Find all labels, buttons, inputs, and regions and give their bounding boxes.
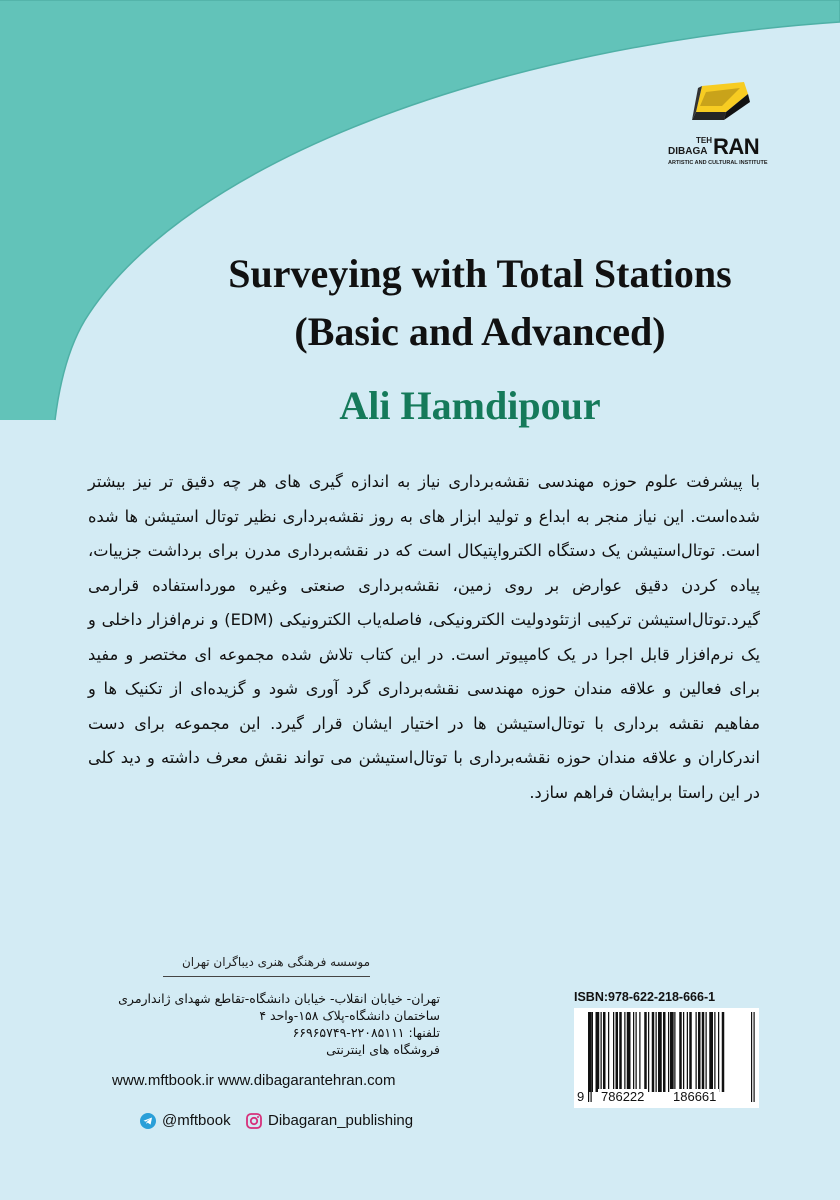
instagram-icon: [246, 1113, 262, 1129]
website-links[interactable]: www.mftbook.ir www.dibagarantehran.com: [112, 1072, 396, 1089]
logo-text-ran: RAN: [713, 134, 760, 159]
telegram-icon: [140, 1113, 156, 1129]
address-line-1: تهران- خیابان انقلاب- خیابان دانشگاه-تقاطع شهدای ژاندارمری: [118, 991, 440, 1006]
logo-shape-icon: [688, 72, 754, 128]
telegram-handle[interactable]: [140, 1112, 231, 1129]
book-title-line2: (Basic and Advanced): [294, 309, 666, 354]
publisher-name: موسسه فرهنگی هنری دیباگران تهران: [181, 955, 370, 969]
barcode-group-2: 186661: [670, 1089, 719, 1104]
author-name: Ali Hamdipour: [339, 383, 601, 428]
book-title-line1: Surveying with Total Stations: [228, 251, 732, 296]
publisher-divider: [163, 976, 370, 977]
barcode-digits: [574, 1087, 759, 1105]
instagram-handle[interactable]: [246, 1112, 413, 1129]
online-stores-label: فروشگاه های اینترنتی: [326, 1042, 440, 1057]
telegram-handle-text: @mftbook: [162, 1112, 231, 1129]
phone-numbers: تلفنها: ۲۲۰۸۵۱۱۱-۶۶۹۶۵۷۴۹: [292, 1025, 440, 1040]
address-line-2: ساختمان دانشگاه-پلاک ۱۵۸-واحد ۴: [259, 1008, 440, 1023]
logo-text-dibaga: DIBAGA: [668, 146, 708, 157]
barcode-lead-digit: 9: [577, 1089, 585, 1104]
barcode-group-1: 786222: [598, 1089, 647, 1104]
logo-subtitle: ARTISTIC AND CULTURAL INSTITUTE: [668, 160, 768, 166]
isbn-label: ISBN:978-622-218-666-1: [574, 990, 716, 1004]
publisher-address-block: [100, 990, 440, 1058]
logo-text-teh: TEH: [696, 136, 712, 145]
book-description: با پیشرفت علوم حوزه مهندسی نقشه‌برداری نیاز به اندازه گیری های هر چه دقیق تر نیز بیشتر شده‌است. این نیاز منجر به ابداع و تولید ابزار های به روز نقشه‌برداری نظیر توتال استیشن ها شده است. توتال‌استیشن یک دستگاه الکترواپتیکال است که در نقشه‌برداری مدرن برای برداشت جزییات، پیاده کردن دقیق عوارض بر روی زمین، نقشه‌برداری صنعتی وغیره مورداستفاده قرارمی گیرد.توتال‌استیشن ترکیبی ازتئودولیت الکترونیکی، فاصله‌یاب الکترونیکی (EDM) و نرم‌افزار داخلی و یک نرم‌افزار قابل اجرا در یک کامپیوتر است. در این کتاب تلاش شده مجموعه ای مختصر و مفید برای فعالین و علاقه مندان حوزه مهندسی نقشه‌برداری گرد آوری شود و گزیده‌ای از تکنیک ها و مفاهیم نقشه برداری با توتال‌استیشن ها در اختیار ایشان قرار گیرد. این مجموعه برای دست اندرکاران و علاقه مندان حوزه نقشه‌برداری با توتال‌استیشن می تواند نقش معرف داشته و دید کلی در این راستا برایشان فراهم سازد.: [88, 472, 760, 802]
instagram-handle-text: Dibagaran_publishing: [268, 1112, 414, 1129]
